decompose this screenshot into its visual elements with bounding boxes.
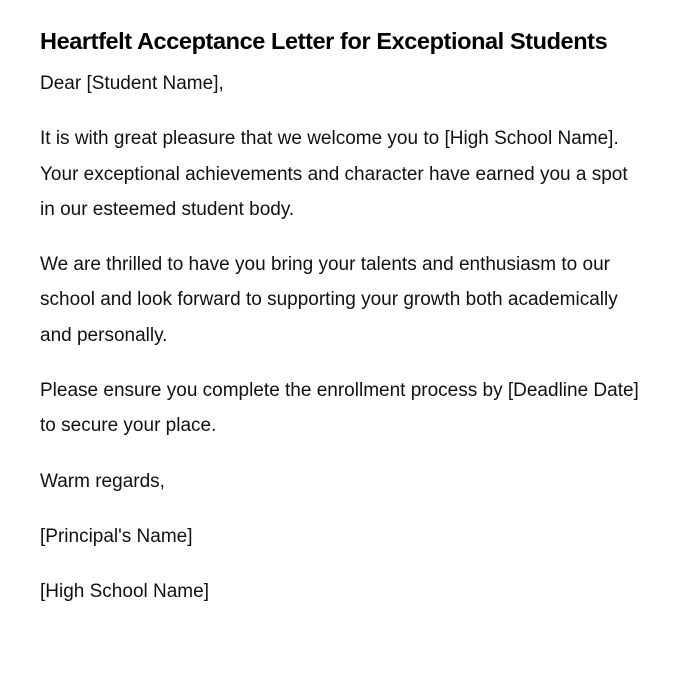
signature-principal-name: [Principal's Name] [40, 525, 193, 547]
salutation: Dear [Student Name], [40, 73, 224, 94]
letter-title: Heartfelt Acceptance Letter for Exceptional Students [40, 28, 608, 54]
signature-school-name: [High School Name] [40, 581, 209, 603]
paragraph-thrilled: We are thrilled to have you bring your talents and enthusiasm to our school and look forward to supporting your growth both academically and personally. [40, 254, 618, 346]
paragraph-welcome: It is with great pleasure that we welcome you to [High School Name]. Your exceptional achievements and character have earned you a spot in our esteemed student body. [40, 128, 628, 220]
closing: Warm regards, [40, 470, 165, 492]
acceptance-letter [40, 20, 640, 610]
paragraph-enrollment: Please ensure you complete the enrollment process by [Deadline Date] to secure your place. [40, 380, 639, 437]
